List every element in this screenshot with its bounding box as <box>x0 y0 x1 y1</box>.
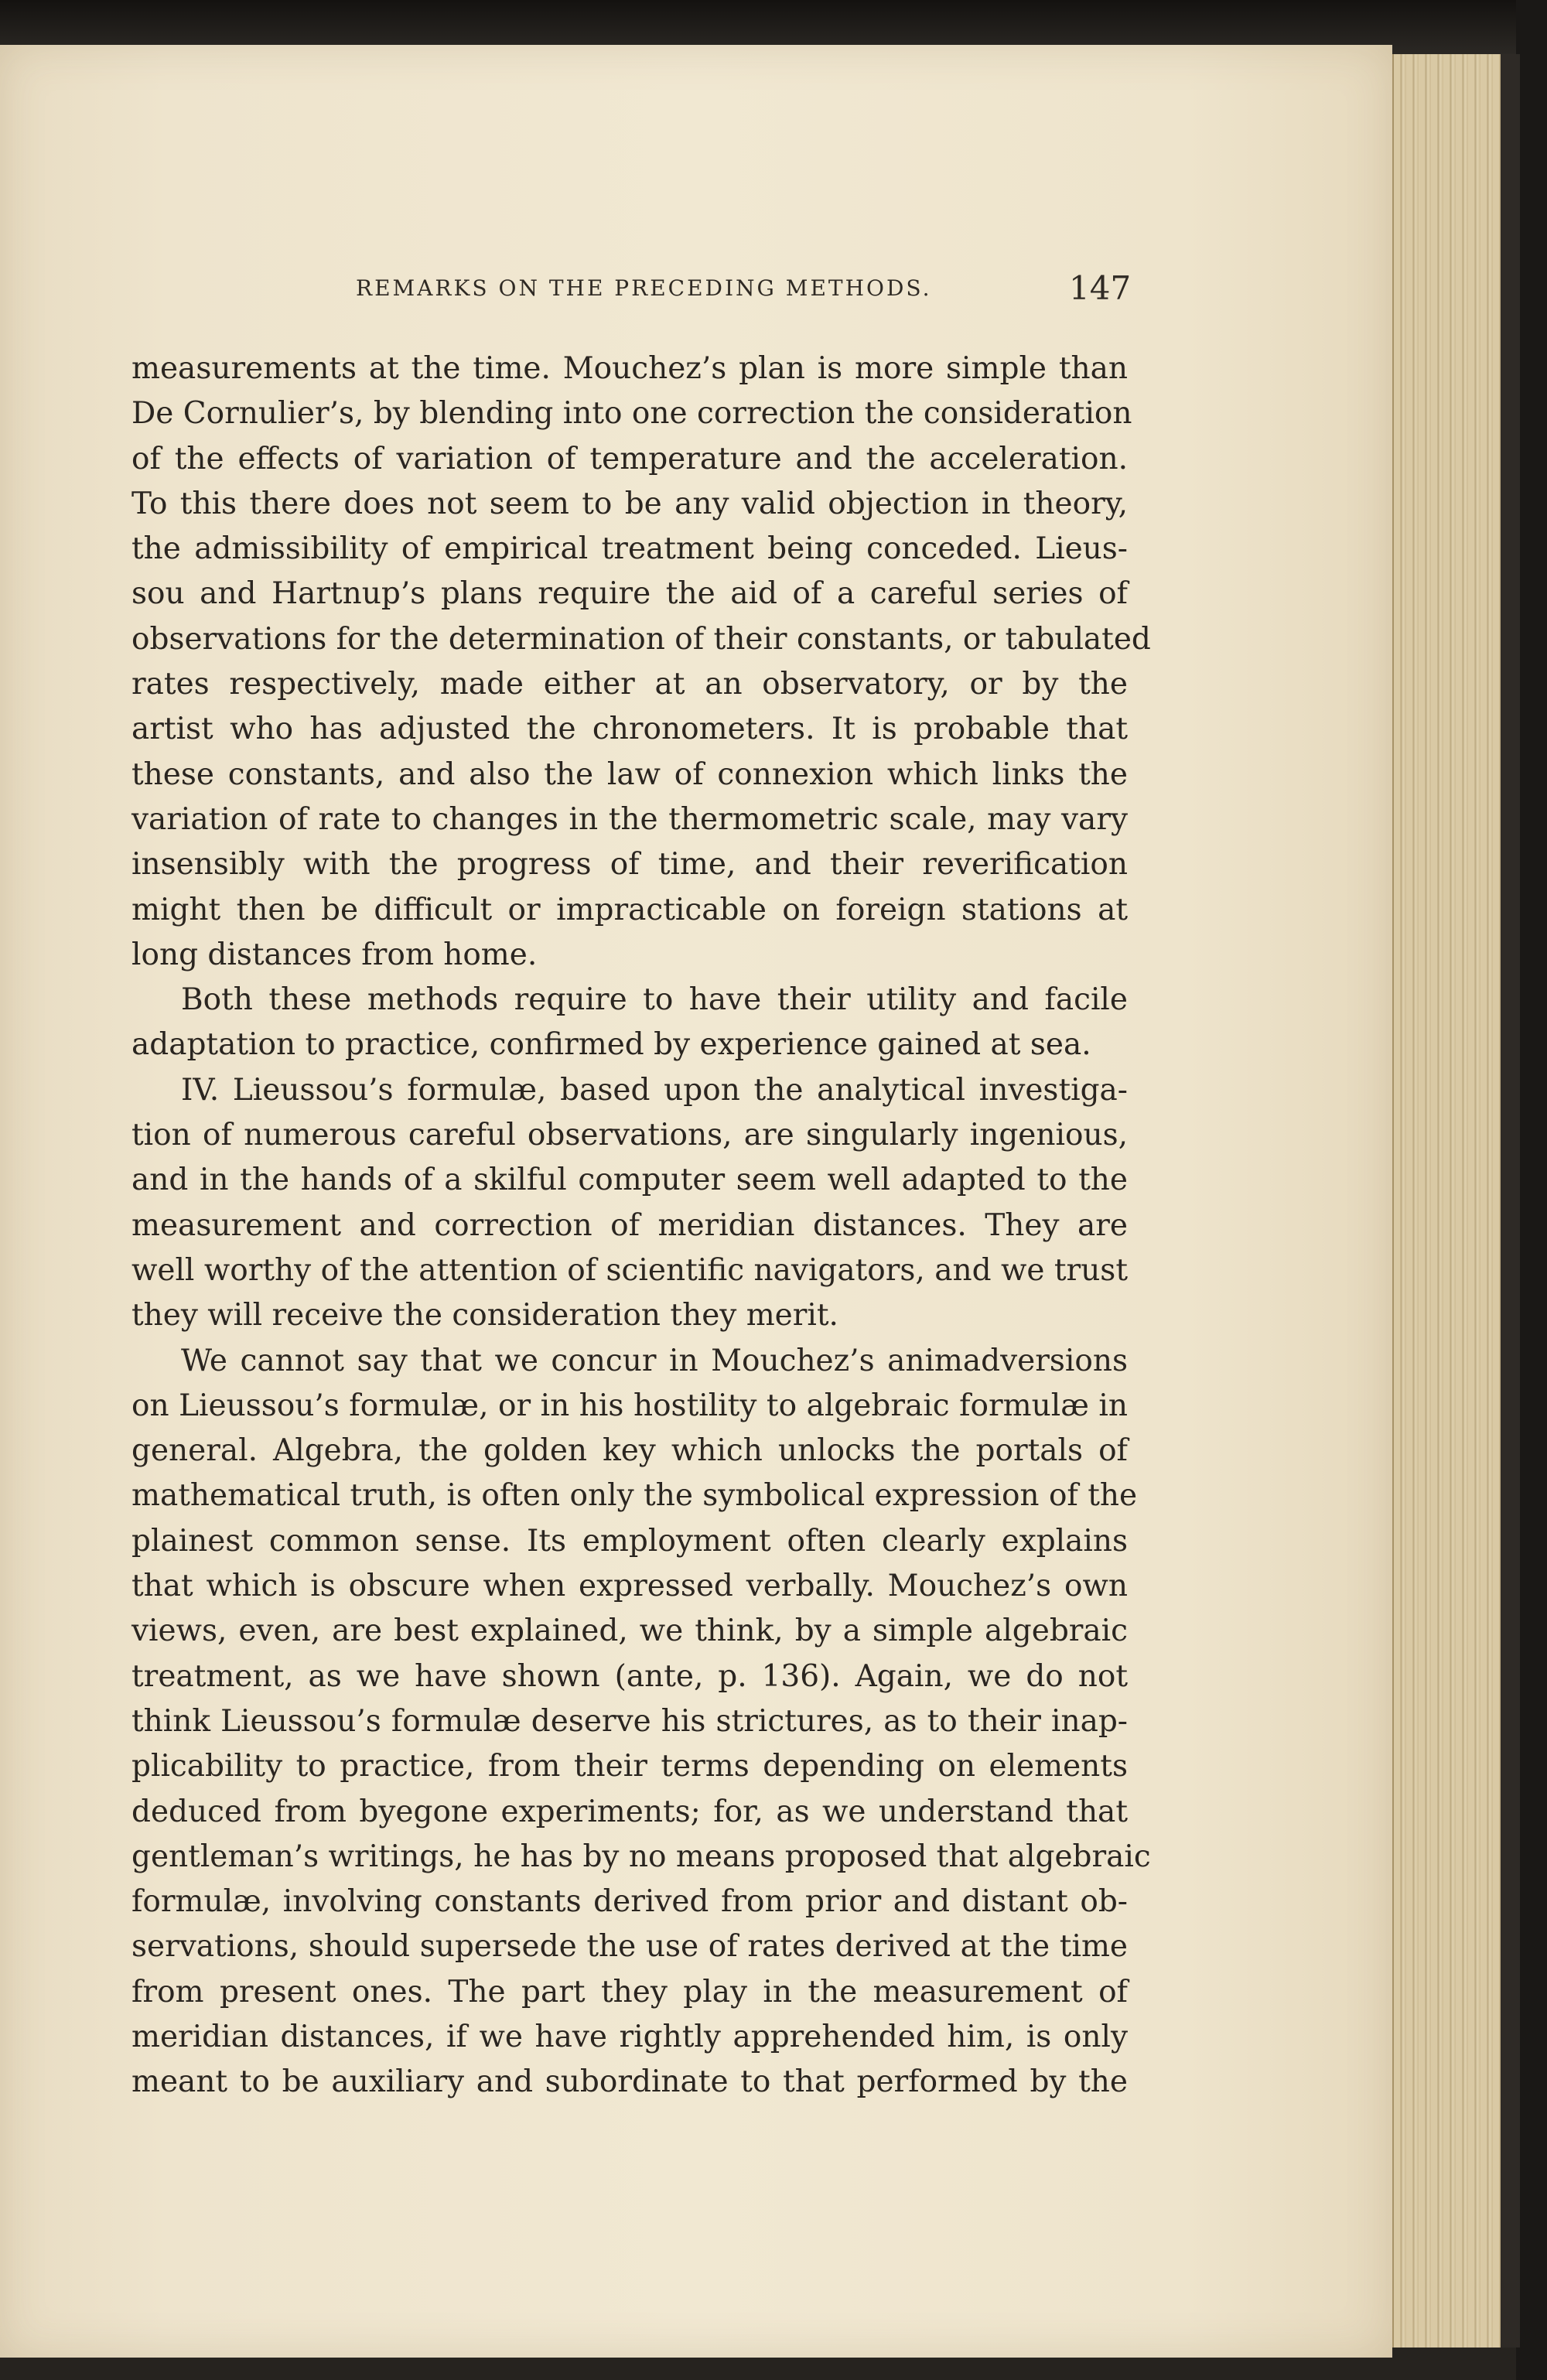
book-cover-edge <box>1501 54 1520 2348</box>
text-line: To this there does not seem to be any valid objection in theory, <box>131 486 1128 521</box>
text-line: mathematical truth, is often only the symbolical expression of the <box>131 1478 1138 1514</box>
book-page <box>0 45 1392 2358</box>
text-line: views, even, are best explained, we think, by a simple algebraic <box>131 1613 1128 1649</box>
text-line: adaptation to practice, confirmed by experience gained at sea. <box>131 1027 1091 1063</box>
text-line: these constants, and also the law of connexion which links the <box>131 756 1128 792</box>
text-line: servations, should supersede the use of rates derived at the time <box>131 1929 1128 1965</box>
text-line: gentleman’s writings, he has by no means proposed that algebraic <box>131 1839 1151 1874</box>
text-line: plainest common sense. Its employment often clearly explains <box>131 1523 1128 1559</box>
text-line: De Cornulier’s, by blending into one correction the consideration <box>131 396 1132 432</box>
text-line: well worthy of the attention of scientific navigators, and we trust <box>131 1252 1128 1288</box>
text-line: meridian distances, if we have rightly apprehended him, is only <box>131 2019 1128 2054</box>
text-line: We cannot say that we concur in Mouchez’s animadversions <box>181 1343 1128 1378</box>
text-line: IV. Lieussou’s formulæ, based upon the analytical investiga- <box>181 1072 1128 1108</box>
body-text <box>131 347 1151 2105</box>
text-line: variation of rate to changes in the thermometric scale, may vary <box>131 801 1128 837</box>
text-line: of the effects of variation of temperature and the acceleration. <box>131 441 1128 476</box>
text-line: formulæ, involving constants derived from prior and distant ob- <box>131 1884 1128 1920</box>
text-line: insensibly with the progress of time, and their reverification <box>131 847 1128 883</box>
text-line: that which is obscure when expressed verbally. Mouchez’s own <box>131 1569 1128 1604</box>
text-line: Both these methods require to have their utility and facile <box>181 982 1128 1018</box>
text-line: measurements at the time. Mouchez’s plan is more simple than <box>131 351 1128 386</box>
text-line: long distances from home. <box>131 937 538 972</box>
scan-background-right <box>1516 0 1547 2380</box>
text-line: artist who has adjusted the chronometers. It is probable that <box>131 712 1128 747</box>
text-line: think Lieussou’s formulæ deserve his strictures, as to their inap- <box>131 1703 1128 1739</box>
text-line: the admissibility of empirical treatment being conceded. Lieus- <box>131 531 1128 567</box>
text-line: deduced from byegone experiments; for, as we understand that <box>131 1794 1128 1829</box>
text-line: general. Algebra, the golden key which unlocks the portals of <box>131 1433 1128 1469</box>
text-line: observations for the determination of their constants, or tabulated <box>131 621 1151 657</box>
text-line: and in the hands of a skilful computer seem well adapted to the <box>131 1163 1128 1198</box>
page-edges <box>1392 54 1502 2348</box>
header-title: REMARKS ON THE PRECEDING METHODS. <box>356 275 932 301</box>
text-line: plicability to practice, from their terms depending on elements <box>131 1749 1128 1784</box>
text-line: on Lieussou’s formulæ, or in his hostility to algebraic formulæ in <box>131 1388 1128 1423</box>
text-line: meant to be auxiliary and subordinate to that performed by the <box>131 2064 1128 2100</box>
text-line: measurement and correction of meridian distances. They are <box>131 1207 1128 1243</box>
text-line: from present ones. The part they play in the measurement of <box>131 1974 1128 2010</box>
text-line: rates respectively, made either at an observatory, or by the <box>131 667 1128 702</box>
page-number: 147 <box>1069 269 1132 307</box>
text-line: tion of numerous careful observations, are singularly ingenious, <box>131 1118 1128 1153</box>
text-line: might then be difficult or impracticable on foreign stations at <box>131 892 1128 927</box>
running-header <box>124 269 1132 316</box>
text-line: sou and Hartnup’s plans require the aid of a careful series of <box>131 576 1128 612</box>
text-line: they will receive the consideration they merit. <box>131 1298 838 1333</box>
text-line: treatment, as we have shown (ante, p. 136). Again, we do not <box>131 1658 1128 1694</box>
